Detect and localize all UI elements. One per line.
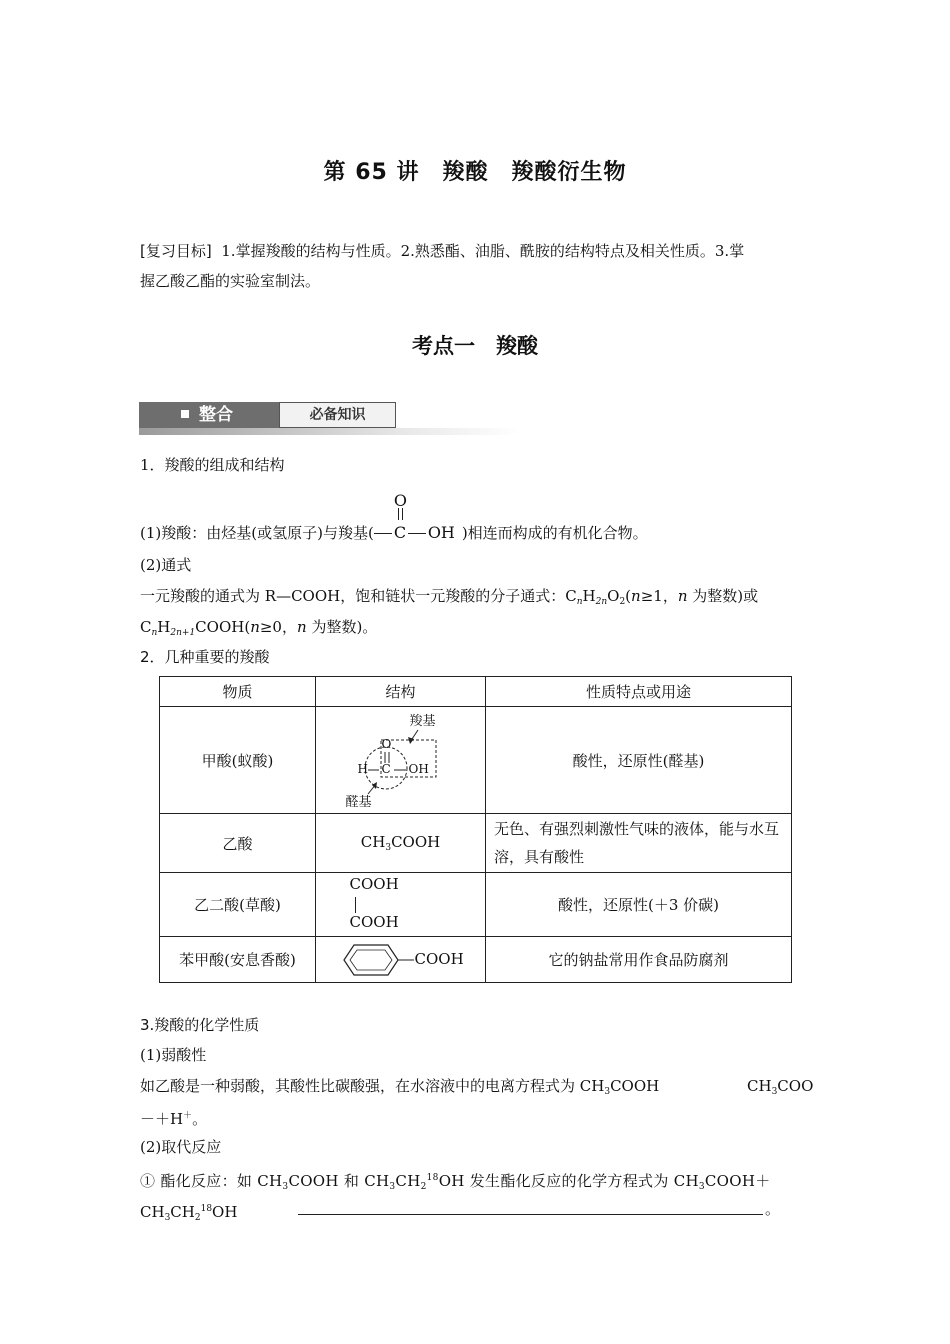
bond-line-left (374, 533, 392, 534)
oxalic-acid-diagram (350, 875, 420, 935)
acetic-ch: CH (360, 833, 386, 851)
page-title: 第 65 讲 羧酸 羧酸衍生物 (323, 160, 627, 185)
ester-sub3b: 3 (389, 1182, 396, 1192)
ion-text: 如乙酸是一种弱酸，其酸性比碳酸强，在水溶液中的电离方程式为 CH (140, 1077, 605, 1095)
ester-e: COOH＋ (704, 1172, 771, 1190)
ester-d: OH 发生酯化反应的化学方程式为 CH (438, 1172, 699, 1190)
formic-c: C (381, 762, 391, 776)
carboxylic-acids-table (159, 676, 792, 983)
table-row (160, 814, 792, 873)
gf2-h: H (157, 618, 171, 636)
acetic-cooh: COOH (391, 833, 441, 851)
ester2-sup18: 18 (200, 1204, 213, 1214)
substance-cell: 甲酸(蚁酸) (160, 707, 316, 814)
gf2-2n1: 2n+1 (170, 628, 196, 638)
definition-pre: (1)羧酸：由烃基(或氢原子)与羧基( (140, 524, 374, 542)
carboxyl-label: 羧基 (409, 714, 436, 729)
formic-oh: OH (408, 762, 429, 776)
table-header: 物质 (160, 677, 316, 707)
substance-cell: 乙二酸(草酸) (160, 873, 316, 937)
table-header: 结构 (316, 677, 486, 707)
benzoic-cooh: COOH (414, 949, 464, 968)
table-header-row (160, 677, 792, 707)
ester2-sub2: 2 (194, 1213, 201, 1223)
carboxyl-structure (374, 491, 462, 544)
formic-acid-diagram (346, 710, 456, 810)
oxalic-bond (355, 897, 356, 913)
gf1-n: n (576, 597, 583, 607)
gf1-sub2: 2 (619, 597, 626, 607)
benzoic-acid-diagram (336, 942, 466, 978)
structure-cell (316, 814, 486, 873)
double-bond-a (398, 508, 399, 520)
ion-end: 。 (192, 1110, 208, 1128)
ester-sub2: 2 (420, 1182, 427, 1192)
heading-3: 3.羧酸的化学性质 (140, 1016, 260, 1034)
ester-b: COOH 和 CH (288, 1172, 390, 1190)
definition-post: )相连而构成的有机化合物。 (461, 524, 648, 542)
gf2-n3: n (296, 618, 307, 636)
substance-cell: 乙酸 (160, 814, 316, 873)
gf1-2n: 2n (595, 597, 608, 607)
answer-end: 。 (765, 1200, 781, 1218)
gf2-n: n (151, 628, 158, 638)
section-title: 考点一 羧酸 (412, 334, 538, 358)
table-row (160, 937, 792, 983)
double-bond-b (402, 508, 403, 520)
review-label: [复习目标] (140, 242, 212, 260)
weak-acid-heading: (1)弱酸性 (140, 1046, 207, 1064)
gf1-int: 为整数)或 (692, 587, 759, 605)
carboxyl-o: O (393, 491, 407, 510)
gf1-h: H (582, 587, 596, 605)
heading-1: 1．羧酸的组成和结构 (140, 456, 285, 474)
ester2-b: CH (170, 1203, 195, 1221)
substitution-heading: (2)取代反应 (140, 1138, 222, 1156)
ion-plus: ＋ (183, 1111, 193, 1121)
ester2-c: OH (212, 1203, 238, 1221)
benzene-ring-icon (336, 942, 416, 978)
property-cell: 它的钠盐常用作食品防腐剂 (486, 937, 792, 983)
banner-left-label: 整合 (199, 405, 233, 425)
ion-cooh: COOH (610, 1077, 660, 1095)
property-cell: 酸性，还原性(＋3 价碳) (486, 873, 792, 937)
review-goals (140, 236, 812, 266)
ester-sub3c: 3 (698, 1182, 705, 1192)
ion-right-ch: CH (747, 1077, 772, 1095)
bond-line-right (408, 533, 426, 534)
ester-sub3a: 3 (282, 1182, 289, 1192)
gf1-n3: n (677, 587, 688, 605)
gf1-o: O (607, 587, 620, 605)
gf1-n2: n (631, 587, 641, 605)
ion-right-sub3: 3 (771, 1087, 778, 1097)
formic-h: H (357, 762, 368, 776)
definition-line (140, 491, 812, 548)
review-text-2: 握乙酸乙酯的实验室制法。 (140, 272, 321, 290)
formic-o: O (381, 737, 392, 751)
ion-right-coo: COO (777, 1077, 814, 1095)
gf2-cooh: COOH( (195, 618, 251, 636)
gf2-c: C (140, 618, 152, 636)
ester-sup18: 18 (426, 1173, 439, 1183)
banner-strip (139, 428, 519, 435)
acetic-sub: 3 (385, 843, 392, 853)
gf2-ge0: ≥0， (259, 618, 297, 636)
substance-cell: 苯甲酸(安息香酸) (160, 937, 316, 983)
gf1-paren: ( (625, 587, 632, 605)
ion-sub3: 3 (604, 1087, 611, 1097)
ester-a: ① 酯化反应：如 CH (140, 1172, 283, 1190)
carboxyl-oh: OH (427, 523, 455, 542)
ionization-line-2 (140, 1101, 812, 1134)
ester2-sub3: 3 (164, 1213, 171, 1223)
table-row (160, 707, 792, 814)
oxalic-top: COOH (349, 874, 399, 893)
property-cell: 酸性，还原性(醛基) (486, 707, 792, 814)
gf2-int: 为整数)。 (311, 618, 378, 636)
general-heading: (2)通式 (140, 556, 192, 574)
ester2-a: CH (140, 1203, 165, 1221)
table-row (160, 873, 792, 937)
square-icon (181, 410, 189, 418)
ester-c: CH (395, 1172, 421, 1190)
banner-right-label: 必备知识 (279, 402, 396, 428)
property-cell: 无色、有强烈刺激性气味的液体，能与水互溶，具有酸性 (486, 814, 792, 873)
oxalic-bottom: COOH (349, 912, 399, 931)
banner-dark (139, 402, 279, 428)
section-banner (139, 402, 519, 434)
oxalic-structure-cell (316, 873, 486, 937)
carboxyl-c: C (393, 523, 407, 542)
benzoic-structure-cell (316, 937, 486, 983)
gf1-text: 一元羧酸的通式为 R—COOH，饱和链状一元羧酸的分子通式：C (140, 587, 577, 605)
table-header: 性质特点或用途 (486, 677, 792, 707)
answer-blank[interactable] (298, 1214, 763, 1215)
gf2-n2: n (250, 618, 260, 636)
review-text-1: 1.掌握羧酸的结构与性质。2.熟悉酯、油脂、酰胺的结构特点及相关性质。3.掌 (221, 242, 745, 260)
aldehyde-label: 醛基 (345, 795, 372, 810)
formic-structure-cell (316, 707, 486, 814)
heading-2: 2．几种重要的羧酸 (140, 648, 270, 666)
ion-line2: －＋H (140, 1110, 184, 1128)
gf1-ge1: ≥1， (640, 587, 678, 605)
